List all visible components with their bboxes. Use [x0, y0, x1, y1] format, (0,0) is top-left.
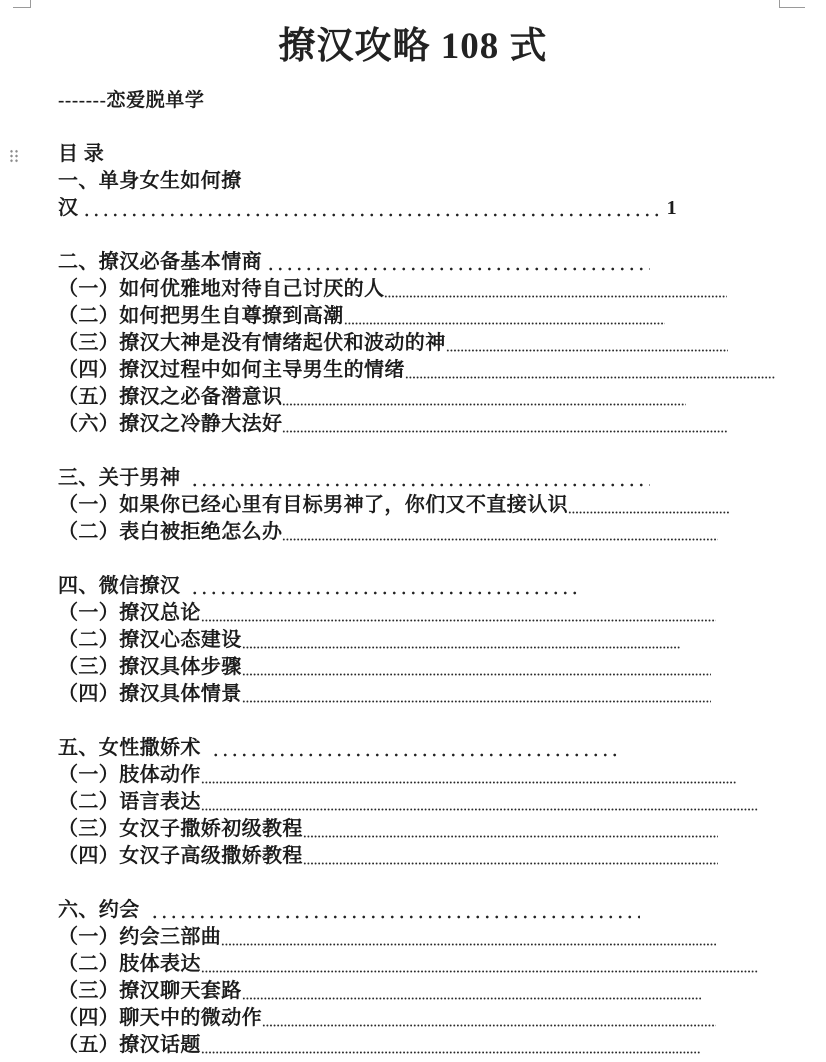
dot-leader: [242, 978, 701, 1005]
toc-entry[interactable]: [58, 492, 729, 519]
dot-leader: [242, 627, 680, 654]
dot-leader: [201, 951, 758, 978]
dot-leader: [282, 519, 718, 546]
toc-entry-label: （一）如何优雅地对待自己讨厌的人: [58, 278, 385, 300]
dot-leader: [150, 897, 640, 924]
toc-entry-label: 汉: [58, 197, 79, 219]
toc-section-title[interactable]: [58, 573, 578, 600]
toc-entry[interactable]: [58, 654, 711, 681]
toc-entry-label: （四）聊天中的微动作: [58, 1007, 262, 1029]
toc-entry[interactable]: [58, 816, 718, 843]
toc-heading: 目 录: [58, 143, 105, 165]
dot-leader: [201, 789, 758, 816]
dot-leader: [568, 492, 729, 519]
page-corner-mark-left: [30, 0, 31, 7]
toc-entry-label: （四）撩汉过程中如何主导男生的情绪: [58, 359, 405, 381]
toc-section-title[interactable]: [58, 195, 677, 222]
toc-section-title[interactable]: 一、单身女生如何撩: [58, 170, 242, 192]
dot-leader: [303, 816, 718, 843]
toc-entry-label: （一）撩汉总论: [58, 602, 201, 624]
toc-entry[interactable]: [58, 762, 737, 789]
dot-leader: [262, 1005, 716, 1032]
toc-entry-label: （二）如何把男生自尊撩到高潮: [58, 305, 344, 327]
dot-leader: [405, 357, 775, 384]
toc-entry[interactable]: [58, 924, 716, 951]
toc-entry-label: 六、约会: [58, 899, 140, 921]
dot-leader: [282, 411, 727, 438]
dot-leader: [190, 465, 650, 492]
dot-leader: [201, 762, 737, 789]
dot-leader: [266, 249, 650, 276]
toc-entry[interactable]: [58, 1032, 701, 1059]
dot-leader: [190, 573, 578, 600]
toc-entry-label: （一）如果你已经心里有目标男神了，你们又不直接认识: [58, 494, 568, 516]
toc-section-title[interactable]: [58, 465, 650, 492]
toc-entry[interactable]: [58, 951, 758, 978]
dot-leader: [201, 600, 716, 627]
toc-entry-label: （三）撩汉大神是没有情绪起伏和波动的神: [58, 332, 446, 354]
page-corner-mark-left: [13, 7, 31, 8]
toc-page-number: 1: [666, 197, 677, 219]
toc-entry-label: 五、女性撒娇术: [58, 737, 201, 759]
toc-entry[interactable]: [58, 357, 775, 384]
toc-entry[interactable]: [58, 681, 711, 708]
toc-entry[interactable]: [58, 843, 718, 870]
toc-entry[interactable]: [58, 384, 686, 411]
dot-leader: [344, 303, 665, 330]
toc-entry[interactable]: [58, 519, 718, 546]
dot-leader: [242, 654, 711, 681]
toc-entry[interactable]: [58, 411, 727, 438]
toc-entry[interactable]: [58, 789, 758, 816]
toc-section-title[interactable]: [58, 735, 620, 762]
toc-entry-label: （四）女汉子高级撒娇教程: [58, 845, 303, 867]
dot-leader: [303, 843, 718, 870]
toc-entry-label: （二）语言表达: [58, 791, 201, 813]
toc-entry[interactable]: [58, 303, 665, 330]
dot-leader: [221, 924, 716, 951]
toc-entry-label: （一）肢体动作: [58, 764, 201, 786]
toc-entry[interactable]: [58, 600, 716, 627]
dot-leader: [446, 330, 728, 357]
toc-entry-label: 四、微信撩汉: [58, 575, 181, 597]
page-corner-mark-right: [779, 7, 805, 8]
dot-leader: [242, 681, 711, 708]
document-title: 撩汉攻略 108 式: [278, 26, 548, 67]
dot-leader: [384, 276, 727, 303]
drag-handle-icon[interactable]: [9, 149, 19, 163]
toc-entry-label: （五）撩汉话题: [58, 1034, 201, 1056]
toc-entry[interactable]: [58, 627, 680, 654]
dot-leader: [82, 195, 659, 222]
table-of-contents: [58, 141, 798, 1059]
dot-leader: [201, 1032, 701, 1059]
document-subtitle: -------恋爱脱单学: [58, 90, 205, 111]
page-corner-mark-right: [779, 0, 780, 7]
toc-entry-label: （二）表白被拒绝怎么办: [58, 521, 283, 543]
toc-entry-label: （三）撩汉聊天套路: [58, 980, 242, 1002]
toc-entry-label: （一）约会三部曲: [58, 926, 222, 948]
toc-entry-label: （六）撩汉之冷静大法好: [58, 413, 283, 435]
toc-entry-label: （五）撩汉之必备潜意识: [58, 386, 283, 408]
toc-entry-label: 三、关于男神: [58, 467, 181, 489]
toc-entry-label: （二）肢体表达: [58, 953, 201, 975]
toc-entry-label: （三）撩汉具体步骤: [58, 656, 242, 678]
toc-entry[interactable]: [58, 276, 727, 303]
toc-entry[interactable]: [58, 978, 701, 1005]
toc-entry-label: （四）撩汉具体情景: [58, 683, 242, 705]
dot-leader: [282, 384, 686, 411]
toc-entry[interactable]: [58, 330, 728, 357]
toc-entry-label: （二）撩汉心态建设: [58, 629, 242, 651]
dot-leader: [211, 735, 620, 762]
toc-entry[interactable]: [58, 1005, 716, 1032]
toc-entry-label: （三）女汉子撒娇初级教程: [58, 818, 303, 840]
toc-section-title[interactable]: [58, 897, 640, 924]
toc-entry-label: 二、撩汉必备基本情商: [58, 251, 262, 273]
toc-section-title[interactable]: [58, 249, 650, 276]
